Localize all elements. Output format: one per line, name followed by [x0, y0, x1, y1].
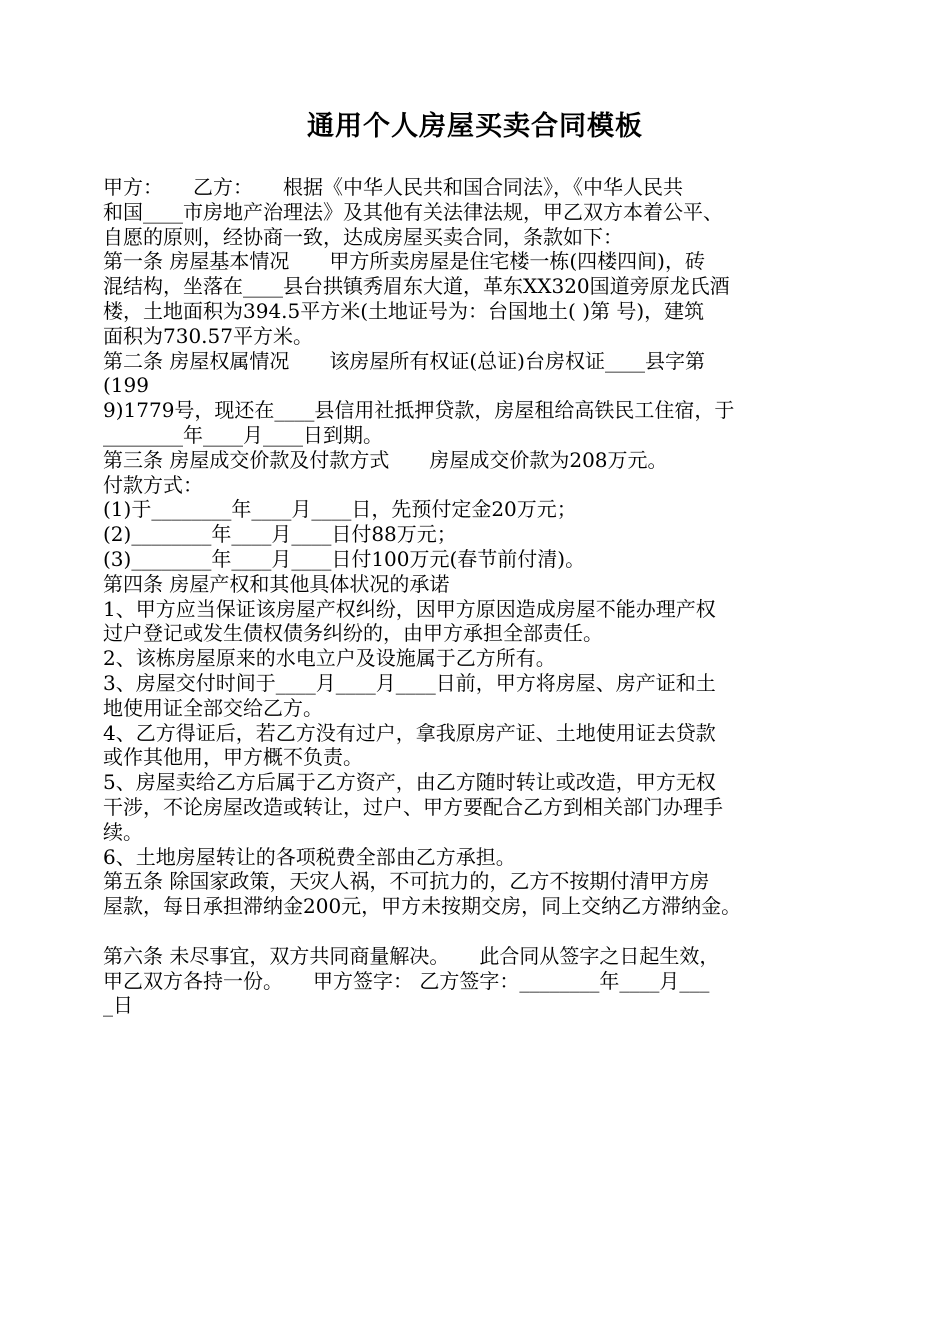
- contract-line: 2、该栋房屋原来的水电立户及设施属于乙方所有。: [103, 646, 556, 671]
- contract-line: (2)________年____月____日付88万元；: [103, 522, 457, 547]
- document-title: 通用个人房屋买卖合同模板: [307, 111, 643, 142]
- contract-line: 第一条 房屋基本情况 甲方所卖房屋是住宅楼一栋(四楼四间)，砖: [103, 249, 705, 274]
- contract-line: 第五条 除国家政策，天灾人祸，不可抗力的，乙方不按期付清甲方房: [103, 869, 710, 894]
- contract-line: 地使用证全部交给乙方。: [103, 695, 323, 720]
- contract-line: 续。: [103, 819, 143, 844]
- contract-line: 面积为730.57平方米。: [103, 323, 313, 348]
- contract-line: 5、房屋卖给乙方后属于乙方资产，由乙方随时转让或改造，甲方无权: [103, 770, 716, 795]
- contract-line: 屋款，每日承担滞纳金200元，甲方未按期交房，同上交纳乙方滞纳金。: [103, 894, 742, 919]
- contract-line: 第三条 房屋成交价款及付款方式 房屋成交价款为208万元。: [103, 447, 668, 472]
- blank-line: [103, 919, 863, 944]
- contract-line: (1)于________年____月____日，先预付定金20万元；: [103, 497, 577, 522]
- contract-line: 4、乙方得证后，若乙方没有过户，拿我原房产证、土地使用证去贷款: [103, 720, 716, 745]
- contract-line: 楼，土地面积为394.5平方米(土地证号为：台国地土( )第 号)，建筑: [103, 298, 705, 323]
- contract-line: 自愿的原则，经协商一致，达成房屋买卖合同，条款如下：: [103, 224, 623, 249]
- contract-line: 过户登记或发生债权债务纠纷的，由甲方承担全部责任。: [103, 621, 603, 646]
- contract-line: 和国____市房地产治理法》及其他有关法律法规，甲乙双方本着公平、: [103, 199, 723, 224]
- contract-line: 9)1779号，现还在____县信用社抵押贷款，房屋租给高铁民工住宿，于: [103, 398, 735, 423]
- contract-line: (3)________年____月____日付100万元(春节前付清)。: [103, 546, 586, 571]
- contract-body: [103, 175, 863, 1018]
- contract-line: 第四条 房屋产权和其他具体状况的承诺: [103, 571, 450, 596]
- contract-line: 第二条 房屋权属情况 该房屋所有权证(总证)台房权证____县字第: [103, 348, 705, 373]
- contract-line: (199: [103, 373, 149, 398]
- contract-line: 3、房屋交付时间于____月____月____日前，甲方将房屋、房产证和土: [103, 670, 716, 695]
- contract-line: 甲乙双方各持一份。 甲方签字： 乙方签字：________年____月___: [103, 968, 710, 993]
- contract-line: 第六条 未尽事宜，双方共同商量解决。 此合同从签字之日起生效，: [103, 943, 720, 968]
- contract-line: _日: [103, 993, 133, 1018]
- contract-line: 6、土地房屋转让的各项税费全部由乙方承担。: [103, 844, 516, 869]
- contract-line: 干涉，不论房屋改造或转让，过户、甲方要配合乙方到相关部门办理手: [103, 794, 723, 819]
- contract-line: ________年____月____日到期。: [103, 422, 383, 447]
- contract-line: 混结构，坐落在____县台拱镇秀眉东大道，革东XX320国道旁原龙氏酒: [103, 274, 730, 299]
- contract-line: 或作其他用，甲方概不负责。: [103, 745, 363, 770]
- contract-line: 1、甲方应当保证该房屋产权纠纷，因甲方原因造成房屋不能办理产权: [103, 596, 716, 621]
- contract-line: 付款方式：: [103, 472, 203, 497]
- contract-line: 甲方： 乙方： 根据《中华人民共和国合同法》，《中华人民共: [103, 175, 683, 199]
